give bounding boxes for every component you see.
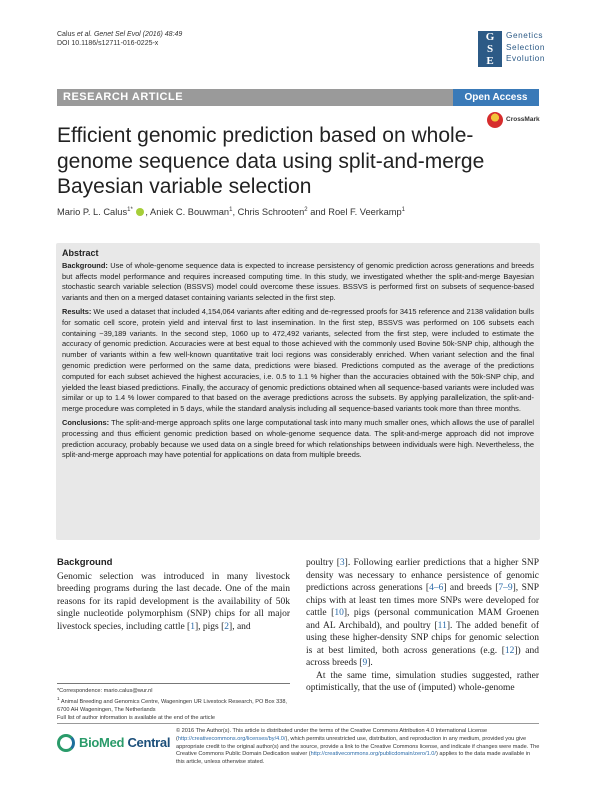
license-part: ) applies to the data made available in this article, unless otherwise stated.: [176, 751, 531, 766]
abstract-heading: Abstract: [62, 248, 99, 258]
affiliation: [57, 695, 290, 714]
abstract-conclusions: [62, 418, 534, 461]
abstract-label: Background:: [62, 260, 108, 270]
journal-logo: [478, 29, 566, 71]
open-access-badge: Open Access: [453, 89, 539, 106]
body-text: Genomic selection was introduced in many livestock breeding programs during the last decade. One of the main reasons for its rapid development is the availability of 50k single nucleotide polymorphism (SNP) chips for all major livestock species, including cattle [: [57, 571, 290, 632]
citation-journal: et al. Genet Sel Evol (2016) 48:49: [74, 31, 183, 38]
full-author-info-note: Full list of author information is available at the end of the article: [57, 715, 215, 722]
footnote: [57, 683, 290, 723]
publisher-name: [79, 735, 170, 750]
license-link[interactable]: http://creativecommons.org/licenses/by/4.0/: [177, 735, 286, 742]
journal-logo-words: [506, 30, 545, 65]
license-part: © 2016 The Author(s). This article is distributed under the terms of the Creative Commons Attribution 4.0 International License (: [176, 728, 488, 742]
publisher-logo: [57, 732, 177, 756]
footer-divider: [57, 723, 539, 724]
author-sup: 2: [304, 207, 308, 213]
crossmark-label: CrossMark: [506, 116, 540, 123]
crossmark-icon: [487, 112, 503, 128]
abstract-text: Use of whole-genome sequence data is expected to increase persistency of genomic prediction across generations and breeds but affects model performance and requires increased computing time. In this study, we investigated whether the split-and-merge Bayesian stochastic search variable selection (BSSVS) model could overcome these issues. BSSVS is performed first on subsets of sequence-based variants and then on a merged dataset containing variants selected in the first step.: [62, 260, 534, 303]
body-text: poultry [: [306, 558, 340, 568]
citation-link[interactable]: 11: [437, 620, 447, 631]
author-name[interactable]: Mario P. L. Calus: [57, 207, 128, 218]
citation-link[interactable]: 3: [339, 558, 345, 568]
body-paragraph: [57, 571, 290, 634]
body-text: ]. The added benefit of using these higher-density SNP chips for genomic selection is at best limited, both across generations (e.g. [: [306, 620, 540, 656]
abstract-label: Results:: [62, 306, 92, 316]
author-sup: 1: [229, 207, 233, 213]
section-heading: Background: [57, 557, 113, 568]
body-text: ]. Following earlier predictions that a higher SNP density was necessary to enhance persistence of genomic predictions across generations [: [306, 558, 540, 593]
body-paragraph: At the same time, simulation studies suggested, rather optimistically, that the use of (imputed) whole-genome: [306, 670, 539, 693]
citation-header: [57, 30, 182, 48]
badge-letter-s: S: [486, 43, 494, 55]
correspondence: *Correspondence: mario.calus@wur.nl: [57, 688, 153, 694]
citation-line: [57, 30, 182, 39]
body-column-left: [57, 557, 290, 633]
badge-letter-e: E: [486, 55, 494, 67]
publisher-name-part: BioMed: [79, 735, 125, 750]
biomed-central-icon: [57, 734, 75, 752]
article-type-banner: [57, 89, 539, 106]
logo-word-selection: Selection: [506, 42, 546, 52]
abstract-label: Conclusions:: [62, 417, 110, 427]
citation-link[interactable]: 1: [190, 621, 195, 632]
author-sup: 1: [401, 207, 406, 213]
author-list: [57, 204, 537, 218]
orcid-icon[interactable]: [136, 208, 144, 216]
license-text: [176, 728, 540, 767]
body-text: ].: [367, 658, 373, 668]
crossmark-badge[interactable]: [487, 110, 547, 132]
abstract-box: [56, 243, 540, 540]
author-name[interactable]: , Aniek C. Bouwman: [145, 207, 230, 218]
citation-authors: Calus: [57, 31, 75, 38]
citation-link[interactable]: 7–9: [498, 583, 513, 593]
citation-link[interactable]: 10: [334, 608, 344, 618]
logo-word-genetics: Genetics: [506, 31, 544, 40]
affiliation-text: Animal Breeding and Genomics Centre, Wageningen UR Livestock Research, PO Box 338, 6700 AH Wageningen, The Netherlands: [57, 699, 287, 714]
license-part: ), which permits unrestricted use, distribution, and reproduction in any medium, provided you give appropriate credit to the original author(s) and the source, provide a link to the Creative Commons license, and indicate if changes were made. The Creative Commons Public Domain Dedication waiver (: [176, 735, 540, 758]
author-sup: 1*: [127, 207, 133, 213]
article-title: Efficient genomic prediction based on whole-genome sequence data using split-and-merge Bayesian variable selection: [57, 124, 485, 198]
journal-logo-badge: [478, 31, 502, 67]
affiliation-sup: 1: [57, 696, 60, 702]
abstract-background: [62, 261, 534, 304]
body-text: ], SNP chips with at least ten times more SNPs were developed for cattle [: [306, 583, 540, 618]
publisher-name-part: Central: [124, 735, 171, 750]
body-text: ], and: [229, 621, 251, 632]
body-text: ] and breeds [: [443, 583, 499, 593]
badge-letter-g: G: [485, 31, 495, 43]
citation-link[interactable]: 12: [504, 645, 515, 656]
citation-link[interactable]: 4–6: [429, 583, 444, 593]
body-text: ], pigs [: [194, 621, 225, 632]
abstract-results: [62, 307, 534, 415]
abstract-text: We used a dataset that included 4,154,064 variants after editing and de-regressed proofs for 3415 reference and 2138 validation bulls for somatic cell score, protein yield and interval first to last insemination. In the first step, BSSVS was performed on 106 subsets each containing ~39,189 variants. In the second step, 1060 up to 472,492 variants, selected from the first step, were included to estimate the accuracy of genomic prediction. Accuracies were at best equal to those achieved with the commonly used Bovine 50k-SNP chip, although the number of variants within a few well-known quantitative trait loci regions was considerably enriched. When variant selection and the final genomic prediction were performed on the same data, predictions were biased. Predictions computed as the average of the predictions computed for each subset achieved the highest accuracies, i.e. 0.5 to 1.1 % higher than the accuracies obtained with the 50k-SNP chip, and yielded the least biased predictions. Finally, the accuracy of genomic predictions obtained when all sequence-based variants were included was similar or up to 1.4 % lower compared to that based on the average predictions across the subsets. By applying parallelization, the split-and-merge procedure was completed in 5 days, while the standard analysis including all sequence-based variants took more than three months.: [62, 306, 535, 414]
article-type-label: RESEARCH ARTICLE: [63, 91, 184, 103]
author-name[interactable]: , Chris Schrooten: [232, 207, 305, 218]
logo-word-evolution: Evolution: [506, 54, 546, 63]
body-column-right: [306, 557, 539, 695]
doi[interactable]: DOI 10.1186/s12711-016-0225-x: [57, 40, 159, 47]
citation-link[interactable]: 2: [224, 621, 230, 632]
license-link[interactable]: http://creativecommons.org/publicdomain/zero/1.0/: [310, 751, 436, 758]
citation-link[interactable]: 9: [362, 658, 368, 668]
body-paragraph: [306, 557, 539, 670]
body-text: ]) and across breeds [: [306, 645, 539, 668]
abstract-text: The split-and-merge approach splits one large computational task into many much smaller ones, which allows the use of parallel processing and thus efficient genomic prediction based on whole-genome sequence data. The split-and-merge approach did not improve prediction accuracy, probably because we used data on a single breed for which relationships between individuals were high. Nevertheless, the split-and-merge approach may have potential for applications on data from multiple breeds.: [62, 417, 534, 460]
author-name[interactable]: and Roel F. Veerkamp: [307, 207, 402, 218]
abstract-content: [62, 248, 534, 461]
body-text: ], pigs (personal communication MAM Groenen and AL Archibald), and poultry [: [306, 608, 539, 631]
